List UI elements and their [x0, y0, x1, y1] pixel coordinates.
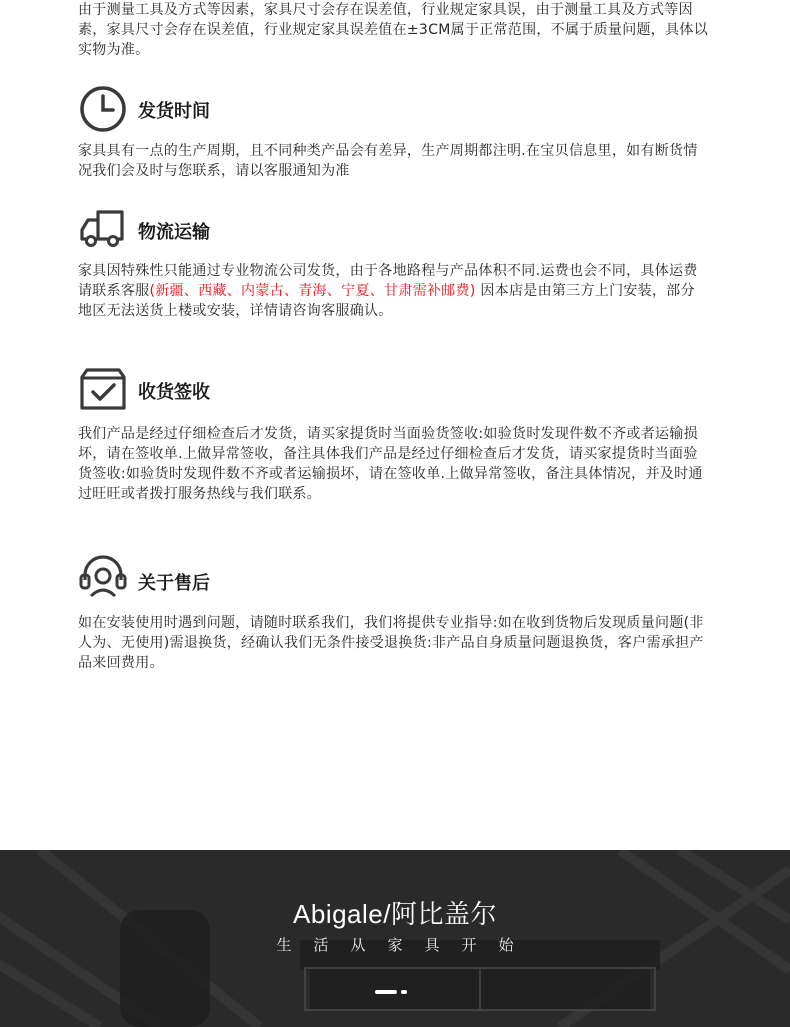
section-title-after-sales: 关于售后 — [138, 573, 210, 594]
check-box-icon — [78, 364, 128, 414]
carousel-indicator[interactable] — [375, 990, 415, 996]
brand-slogan: 生活从家具开始 — [276, 936, 536, 954]
truck-icon — [78, 203, 128, 253]
carousel-dot[interactable] — [401, 990, 407, 994]
intro-paragraph: 由于测量工具及方式等因素，家具尺寸会存在误差值，行业规定家具误，由于测量工具及方式等因素，家具尺寸会存在误差值，行业规定家具误差值在±3CM属于正常范围，不属于质量问题，具体以实物为准。 — [78, 2, 708, 58]
section-title-receipt: 收货签收 — [138, 382, 210, 403]
section-title-logistics: 物流运输 — [138, 222, 210, 243]
logistics-text-surcharge: (新疆、西藏、内蒙古、青海、宁夏、甘肃需补邮费) — [149, 283, 476, 299]
brand-banner — [0, 850, 790, 1027]
logistics-text-main: 家具因特殊性只能通过专业物流公司发货，由于各地路程与产品体积不同.运费也会不同，具体运费请联系客服 — [78, 263, 698, 299]
logistics-text-install: 因本店是由第三方上门安装，部分地区无法送货上楼或安装，详情请咨询客服确认。 — [78, 283, 695, 319]
section-title-shipping-time: 发货时间 — [138, 101, 210, 122]
clock-icon — [78, 84, 128, 134]
carousel-dot-active[interactable] — [375, 990, 397, 994]
brand-name: Abigale/阿比盖尔 — [293, 899, 497, 929]
section-text-receipt: 我们产品是经过仔细检查后才发货，请买家提货时当面验货签收:如验货时发现件数不齐或者运输损坏，请在签收单.上做异常签收，备注具体我们产品是经过仔细检查后才发货，请买家提货时当面验货签收:如验货时发现件数不齐或者运输损坏，请在签收单.上做异常签收，备注具体情况，并及时通过旺旺或者拨打服务热线与我们联系。 — [78, 426, 703, 502]
section-text-after-sales: 如在安装使用时遇到问题，请随时联系我们，我们将提供专业指导:如在收到货物后发现质量问题(非人为、无使用)需退换货，经确认我们无条件接受退换货:非产品自身质量问题退换货，客户需承担产品来回费用。 — [78, 615, 704, 671]
section-text-logistics — [78, 261, 708, 321]
section-text-shipping-time: 家具具有一点的生产周期，且不同种类产品会有差异，生产周期都注明.在宝贝信息里，如有断货情况我们会及时与您联系，请以客服通知为准 — [78, 143, 698, 179]
headset-icon — [78, 551, 128, 601]
